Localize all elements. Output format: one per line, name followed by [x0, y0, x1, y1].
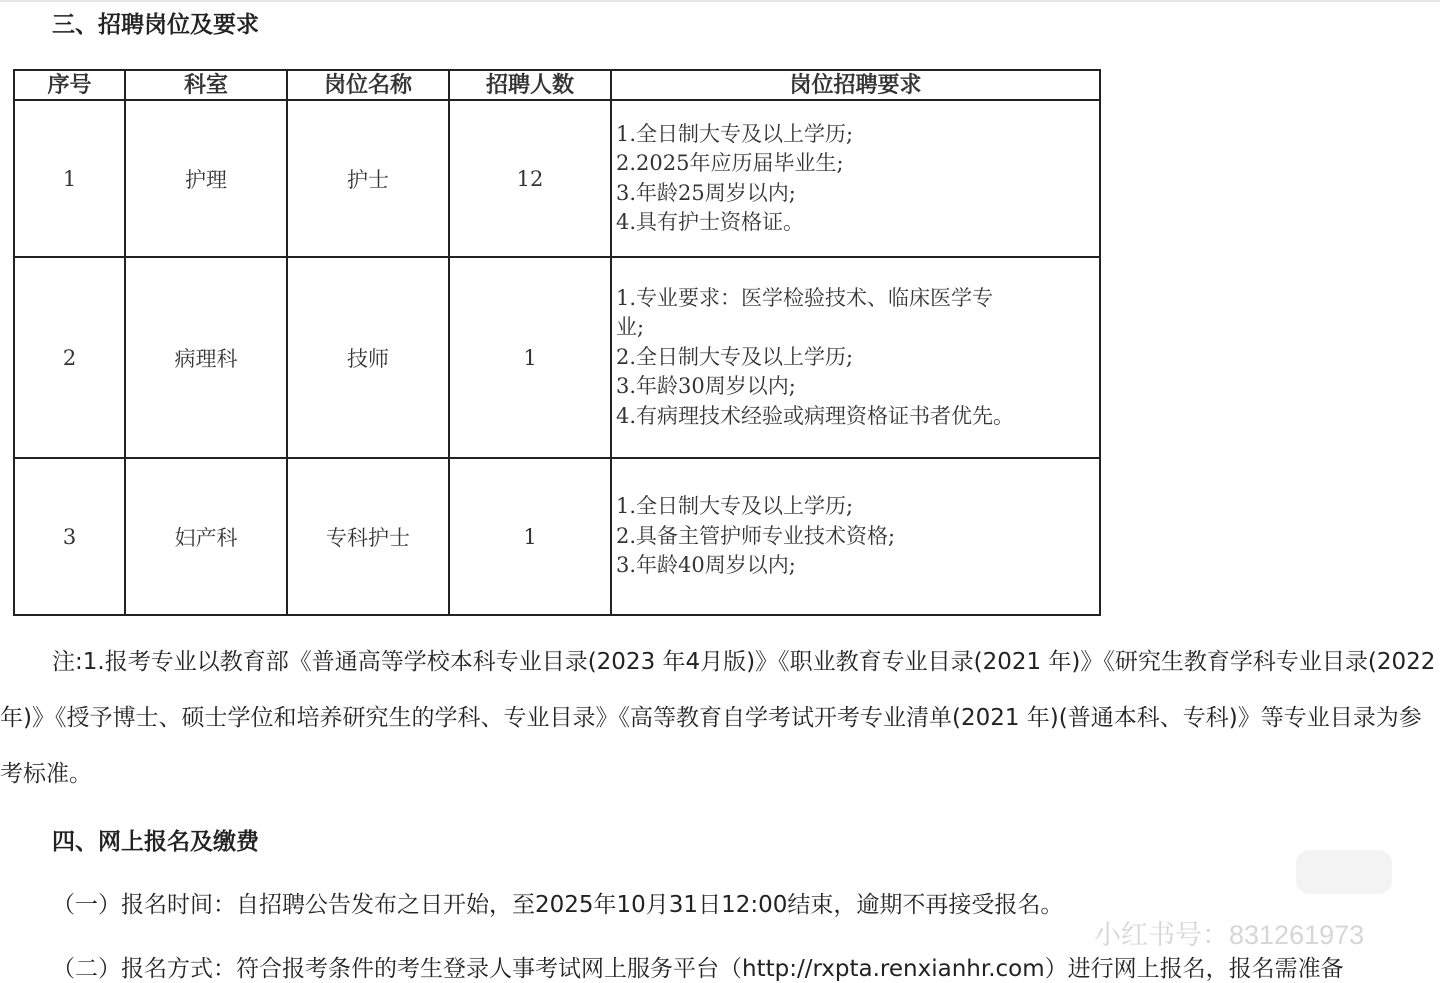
cell-dept: 病理科	[125, 257, 287, 458]
cell-count: 1	[449, 257, 611, 458]
header-dept: 科室	[125, 70, 287, 100]
section-3-heading: 三、招聘岗位及要求	[52, 12, 259, 38]
cell-requirements	[611, 100, 1100, 257]
cell-dept: 妇产科	[125, 458, 287, 615]
cell-no: 3	[14, 458, 125, 615]
cell-requirements	[611, 458, 1100, 615]
cell-position: 技师	[287, 257, 449, 458]
cell-position: 护士	[287, 100, 449, 257]
requirement-line: 1.全日制大专及以上学历;	[616, 494, 854, 519]
requirement-line: 4.有病理技术经验或病理资格证书者优先。	[616, 403, 1015, 428]
requirement-line: 2.具备主管护师专业技术资格;	[616, 523, 896, 548]
requirement-line: 1.全日制大专及以上学历;	[616, 121, 854, 146]
cell-no: 1	[14, 100, 125, 257]
requirement-line: 业;	[616, 315, 645, 340]
section-4-heading: 四、网上报名及缴费	[52, 829, 259, 855]
requirement-line: 1.专业要求：医学检验技术、临床医学专	[616, 285, 994, 310]
registration-time-paragraph: （一）报名时间：自招聘公告发布之日开始，至2025年10月31日12:00结束，逾期不再接受报名。	[52, 892, 1064, 918]
requirement-line: 2.2025年应历届毕业生;	[616, 151, 844, 175]
cell-position: 专科护士	[287, 458, 449, 615]
requirement-line: 3.年龄25周岁以内;	[616, 180, 796, 205]
recruitment-table	[13, 69, 1101, 616]
table-header-row	[14, 70, 1100, 100]
requirement-line: 3.年龄30周岁以内;	[616, 374, 796, 399]
table-row	[14, 100, 1100, 257]
table-row	[14, 257, 1100, 458]
header-position: 岗位名称	[287, 70, 449, 100]
registration-method-paragraph: （二）报名方式：符合报考条件的考生登录人事考试网上服务平台（http://rxpta.renxianhr.com）进行网上报名，报名需准备	[52, 956, 1344, 982]
table-row	[14, 458, 1100, 615]
requirement-line: 3.年龄40周岁以内;	[616, 553, 796, 578]
note-paragraph: 注:1.报考专业以教育部《普通高等学校本科专业目录(2023 年4月版)》《职业教育专业目录(2021 年)》《研究生教育学科专业目录(2022 年)》《授予博士、硕士学位和培养研究生的学科、专业目录》《高等教育自学考试开考专业清单(2021 年)(普通本科、专科)》等专业目录为参考标准。	[0, 649, 1436, 787]
requirement-line: 4.具有护士资格证。	[616, 210, 805, 234]
cell-count: 12	[449, 100, 611, 257]
watermark-logo	[1296, 850, 1392, 894]
cell-count: 1	[449, 458, 611, 615]
cell-dept: 护理	[125, 100, 287, 257]
header-count: 招聘人数	[449, 70, 611, 100]
header-requirements: 岗位招聘要求	[611, 70, 1100, 100]
cell-requirements	[611, 257, 1100, 458]
requirement-line: 2.全日制大专及以上学历;	[616, 344, 854, 369]
header-no: 序号	[14, 70, 125, 100]
watermark-text: 小红书号：831261973	[1094, 920, 1365, 950]
cell-no: 2	[14, 257, 125, 458]
top-divider	[0, 0, 1440, 2]
